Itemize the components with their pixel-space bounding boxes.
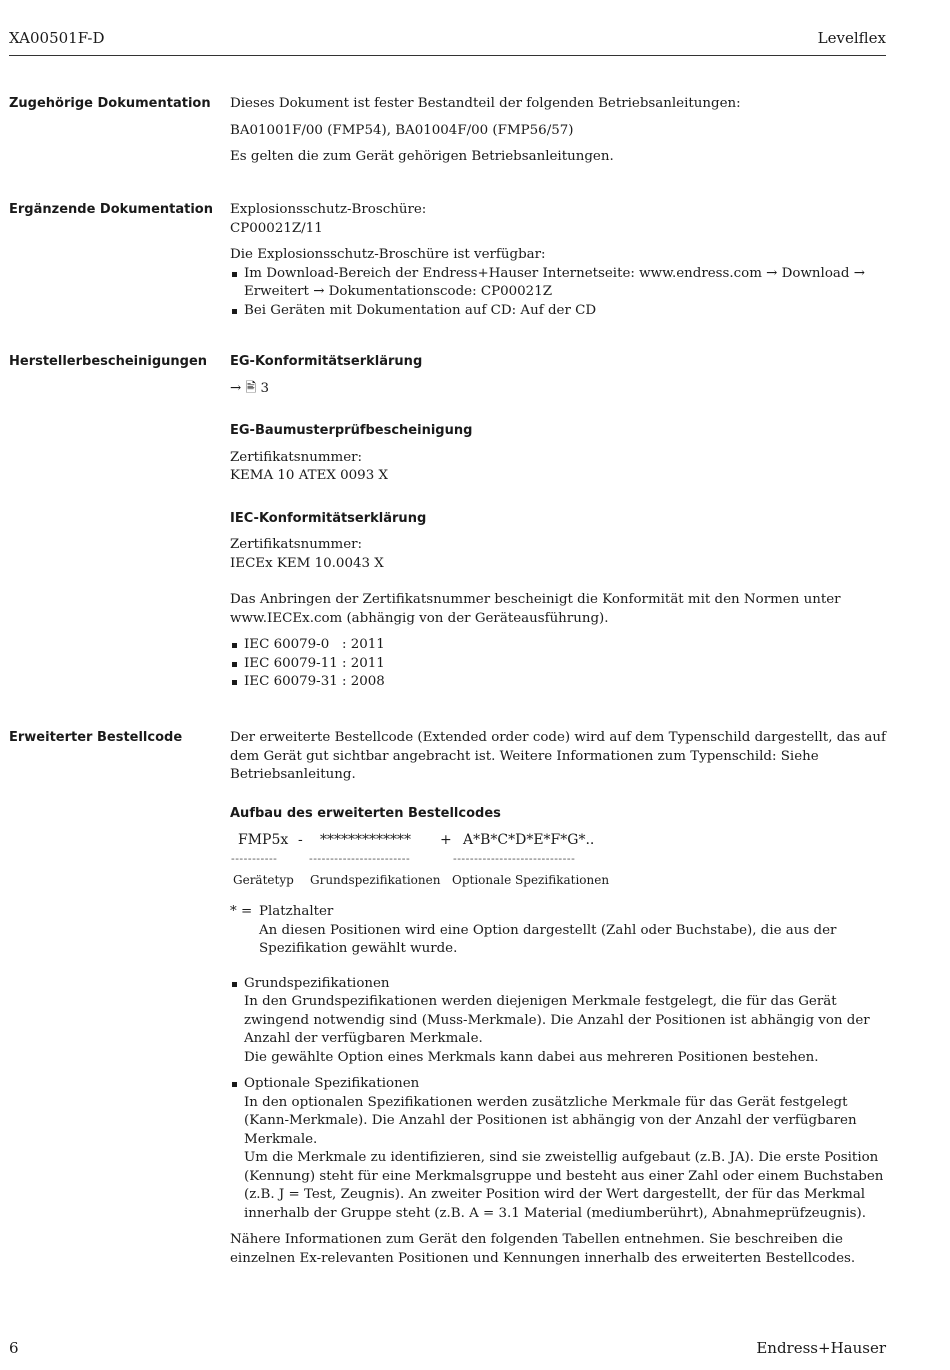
code-basic-spec: *************: [320, 832, 411, 848]
product-name: Levelflex: [817, 29, 886, 47]
code-optional-spec: A*B*C*D*E*F*G*..: [463, 832, 595, 848]
certificate-number: IECEx KEM 10.0043 X: [230, 555, 384, 571]
placeholder-title: Platzhalter: [259, 904, 334, 919]
order-code-structure: [230, 831, 886, 895]
section-title: Erweiterter Bestellcode: [9, 730, 183, 745]
paragraph: Zertifikatsnummer:: [230, 537, 363, 552]
bullet-list: [230, 265, 886, 321]
code-underline: -----------------------------: [453, 852, 576, 865]
spec-text: Die gewählte Option eines Merkmals kann dabei aus mehreren Positionen bestehen.: [244, 1049, 819, 1065]
certificate-number: KEMA 10 ATEX 0093 X: [230, 468, 389, 483]
paragraph: Die Explosionsschutz-Broschüre ist verfügbar:: [230, 247, 546, 262]
paragraph: Explosionsschutz-Broschüre:: [230, 202, 427, 217]
paragraph: CP00021Z/11: [230, 220, 323, 236]
section-title: Zugehörige Dokumentation: [9, 96, 211, 111]
code-label: Grundspezifikationen: [310, 873, 441, 887]
header-divider: [9, 55, 886, 56]
code-separator: +: [440, 832, 452, 848]
paragraph: Zertifikatsnummer:: [230, 449, 363, 465]
norm-list: [230, 636, 886, 692]
list-item: IEC 60079-31 : 2008: [230, 673, 886, 692]
list-item: Bei Geräten mit Dokumentation auf CD: Auf der CD: [230, 302, 886, 321]
list-item: [230, 1075, 886, 1223]
subheading: EG-Baumusterprüfbescheinigung: [230, 423, 473, 438]
list-item: IEC 60079-11 : 2011: [230, 655, 886, 674]
section-body: [230, 95, 886, 167]
spec-text: In den optionalen Spezifikationen werden zusätzliche Merkmale für das Gerät festgelegt (Kann-Merkmale). Die Anzahl der Positionen ist abhängig von der Anzahl der verfügbaren Merkmale.: [244, 1094, 857, 1147]
code-separator: -: [298, 832, 303, 848]
section-body: [230, 201, 886, 320]
paragraph: BA01001F/00 (FMP54), BA01004F/00 (FMP56/57): [230, 122, 574, 138]
spec-list: [230, 975, 886, 1224]
placeholder-text: An diesen Positionen wird eine Option dargestellt (Zahl oder Buchstabe), die aus der Spezifikation gewählt wurde.: [259, 922, 837, 956]
code-device-type: FMP5x: [238, 832, 289, 848]
placeholder-symbol: * =: [230, 904, 253, 919]
paragraph: Nähere Informationen zum Gerät den folgenden Tabellen entnehmen. Sie beschreiben die einzelnen Ex-relevanten Positionen und Kennungen innerhalb des erweiterten Bestellcodes.: [230, 1232, 856, 1266]
spec-title: Optionale Spezifikationen: [244, 1076, 420, 1091]
subheading: IEC-Konformitätserklärung: [230, 510, 427, 526]
section-body: [230, 353, 886, 692]
code-underline: -----------: [231, 852, 278, 865]
code-label: Gerätetyp: [233, 873, 294, 887]
placeholder-explanation: [230, 903, 886, 959]
paragraph: Es gelten die zum Gerät gehörigen Betriebsanleitungen.: [230, 149, 614, 164]
paragraph: Das Anbringen der Zertifikatsnummer bescheinigt die Konformität mit den Normen unter www.IECEx.com (abhängig von der Geräteausführung).: [230, 592, 841, 626]
subheading: Aufbau des erweiterten Bestellcodes: [230, 805, 501, 821]
code-label: Optionale Spezifikationen: [452, 873, 610, 887]
spec-title: Grundspezifikationen: [244, 975, 390, 991]
page-reference: → 🖹 3: [230, 380, 270, 396]
spec-text: Um die Merkmale zu identifizieren, sind sie zweistellig aufgebaut (z.B. JA). Die erste Position (Kennung) steht für eine Merkmalsgruppe und besteht aus einer Zahl oder einem Buchstaben (z.B. J = Test, Zeugnis). An zweiter Position wird der Wert dargestellt, der für das Merkmal innerhalb der Gruppe steht (z.B. A = 3.1 Material (mediumberührt), Abnahmeprüfzeugnis).: [244, 1150, 884, 1221]
paragraph: Dieses Dokument ist fester Bestandteil der folgenden Betriebsanleitungen:: [230, 96, 741, 111]
list-item: Im Download-Bereich der Endress+Hauser Internetseite: www.endress.com → Download → Erweitert → Dokumentationscode: CP00021Z: [230, 265, 886, 302]
section-title: Herstellerbescheinigungen: [9, 354, 208, 369]
section-body: [230, 729, 886, 1268]
document-id: XA00501F-D: [9, 29, 105, 47]
section-title: Ergänzende Dokumentation: [9, 202, 213, 217]
paragraph: Der erweiterte Bestellcode (Extended order code) wird auf dem Typenschild dargestellt, das auf dem Gerät gut sichtbar angebracht ist. Weitere Informationen zum Typenschild: Siehe Betriebsanleitung.: [230, 730, 886, 782]
list-item: IEC 60079-0 : 2011: [230, 636, 886, 655]
page-number: 6: [9, 1339, 19, 1357]
list-item: [230, 975, 886, 1068]
subheading: EG-Konformitätserklärung: [230, 354, 423, 369]
brand-name: Endress+Hauser: [756, 1339, 886, 1357]
spec-text: In den Grundspezifikationen werden diejenigen Merkmale festgelegt, die für das Gerät zwingend notwendig sind (Muss-Merkmale). Die Anzahl der Positionen ist abhängig von der Anzahl der verfügbaren Merkmale.: [244, 994, 870, 1046]
code-underline: ------------------------: [309, 852, 411, 865]
